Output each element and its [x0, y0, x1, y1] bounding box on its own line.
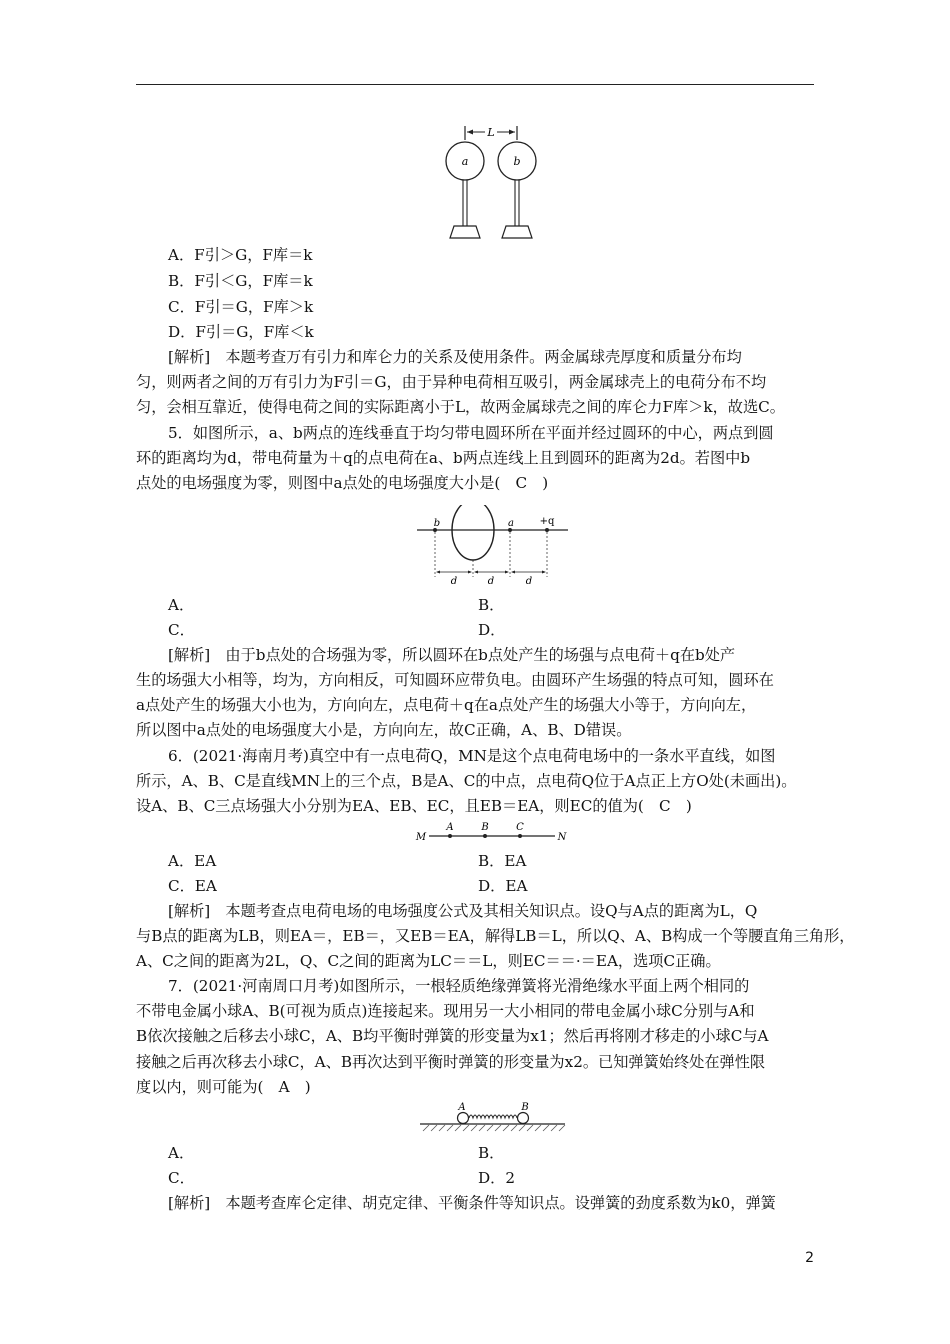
- q7-label-a: A: [458, 1102, 466, 1113]
- q4-analysis-line: 匀，则两者之间的万有引力为F引＝G，由于异种电荷相互吸引，两金属球壳上的电荷分布不均: [136, 373, 767, 391]
- q7-stem-line: 接触之后再次移去小球C，A、B再次达到平衡时弹簧的形变量为x2。已知弹簧始终处在弹性限: [136, 1053, 766, 1071]
- q6-analysis-line: [解析] 本题考查点电荷电场的电场强度公式及其相关知识点。设Q与A点的距离为L，Q: [168, 902, 758, 920]
- q5-distance-label: d: [487, 576, 495, 587]
- q5-point-a-label: a: [508, 518, 514, 529]
- q5-analysis-line: a点处产生的场强大小也为，方向向左，点电荷＋q在a点处产生的场强大小等于，方向向左，: [136, 696, 757, 714]
- q7-stem-line: 7．(2021·河南周口月考)如图所示，一根轻质绝缘弹簧将光滑绝缘水平面上两个相同的: [168, 977, 750, 995]
- q6-stem-line: 6．(2021·海南月考)真空中有一点电荷Q，MN是这个点电荷电场中的一条水平直线，如图: [168, 747, 776, 765]
- page-number: 2: [805, 1250, 814, 1266]
- header-rule: [136, 84, 814, 85]
- q4-ball-a-label: a: [461, 155, 469, 168]
- q5-stem-line: 点处的电场强度为零，则图中a点处的电场强度大小是( C ): [136, 474, 549, 492]
- q5-analysis-line: 所以图中a点处的电场强度大小是，方向向左，故C正确，A、B、D错误。: [136, 721, 632, 739]
- q5-stem-line: 环的距离均为d，带电荷量为＋q的点电荷在a、b两点连线上且到圆环的距离为2d。若图中b: [136, 449, 751, 467]
- q4-analysis-line: [解析] 本题考查万有引力和库仑力的关系及使用条件。两金属球壳厚度和质量分布均: [168, 348, 742, 366]
- q6-option-b: B．EA: [478, 852, 527, 870]
- q5-option-c: C．: [168, 621, 195, 639]
- q6-label-n: N: [557, 832, 567, 843]
- q4-option-a: A．F引＞G，F库＝k: [168, 246, 313, 264]
- q5-charge-label: +q: [539, 516, 555, 527]
- q6-label-a: A: [446, 822, 454, 833]
- q5-distance-label: d: [450, 576, 458, 587]
- q4-ball-b-label: b: [513, 155, 521, 168]
- q6-analysis-line: A、C之间的距离为2L，Q、C之间的距离为LC＝＝L，则EC＝＝·＝EA，选项C正确。: [136, 952, 721, 970]
- q7-option-c: C．: [168, 1169, 195, 1187]
- q4-analysis-line: 匀，会相互靠近，使得电荷之间的实际距离小于L，故两金属球壳之间的库仑力F库＞k，故选C。: [136, 398, 785, 416]
- q6-analysis-line: 与B点的距离为LB，则EA＝，EB＝，又EB＝EA，解得LB＝L，所以Q、A、B构成一个等腰直角三角形，: [136, 927, 855, 945]
- q4-option-d: D．F引＝G，F库＜k: [168, 323, 314, 341]
- q4-option-c: C．F引＝G，F库＞k: [168, 298, 314, 316]
- q7-label-b: B: [521, 1102, 529, 1113]
- q6-option-d: D．EA: [478, 877, 528, 895]
- q6-label-c: C: [516, 822, 524, 833]
- q5-option-d: D．: [478, 621, 506, 639]
- q7-stem-line: 度以内，则可能为( A ): [136, 1078, 311, 1096]
- q5-analysis-line: [解析] 由于b点处的合场强为零，所以圆环在b点处产生的场强与点电荷＋q在b处产: [168, 646, 736, 664]
- q6-option-c: C．EA: [168, 877, 217, 895]
- q4-label-L: L: [487, 126, 495, 139]
- q5-option-a: A．: [168, 596, 195, 614]
- q7-figure-spring: [415, 1102, 570, 1134]
- q6-option-a: A．EA: [168, 852, 217, 870]
- q5-point-b-label: b: [433, 518, 441, 529]
- q5-distance-label: d: [525, 576, 533, 587]
- q4-figure-spheres: [440, 118, 570, 242]
- q5-figure-ring: [415, 505, 570, 587]
- q5-option-b: B．: [478, 596, 505, 614]
- q6-figure-line-mn: [415, 820, 570, 846]
- q7-stem-line: B依次接触之后移去小球C，A、B均平衡时弹簧的形变量为x1；然后再将刚才移走的小球C与A: [136, 1027, 769, 1045]
- q5-analysis-line: 生的场强大小相等，均为，方向相反，可知圆环应带负电。由圆环产生场强的特点可知，圆环在: [136, 671, 774, 689]
- q7-analysis-line: [解析] 本题考查库仑定律、胡克定律、平衡条件等知识点。设弹簧的劲度系数为k0，弹簧: [168, 1194, 776, 1212]
- q6-label-b: B: [481, 822, 489, 833]
- q6-stem-line: 所示，A、B、C是直线MN上的三个点，B是A、C的中点，点电荷Q位于A点正上方O处(未画出)。: [136, 772, 797, 790]
- q7-stem-line: 不带电金属小球A、B(可视为质点)连接起来。现用另一大小相同的带电金属小球C分别与A和: [136, 1002, 755, 1020]
- q6-stem-line: 设A、B、C三点场强大小分别为EA、EB、EC，且EB＝EA，则EC的值为( C ): [136, 797, 692, 815]
- q5-stem-line: 5．如图所示，a、b两点的连线垂直于均匀带电圆环所在平面并经过圆环的中心，两点到圆: [168, 424, 774, 442]
- q7-option-d: D．2: [478, 1169, 516, 1187]
- q7-option-b: B．: [478, 1144, 505, 1162]
- q6-label-m: M: [415, 832, 427, 843]
- q4-option-b: B．F引＜G，F库＝k: [168, 272, 313, 290]
- q7-option-a: A．: [168, 1144, 195, 1162]
